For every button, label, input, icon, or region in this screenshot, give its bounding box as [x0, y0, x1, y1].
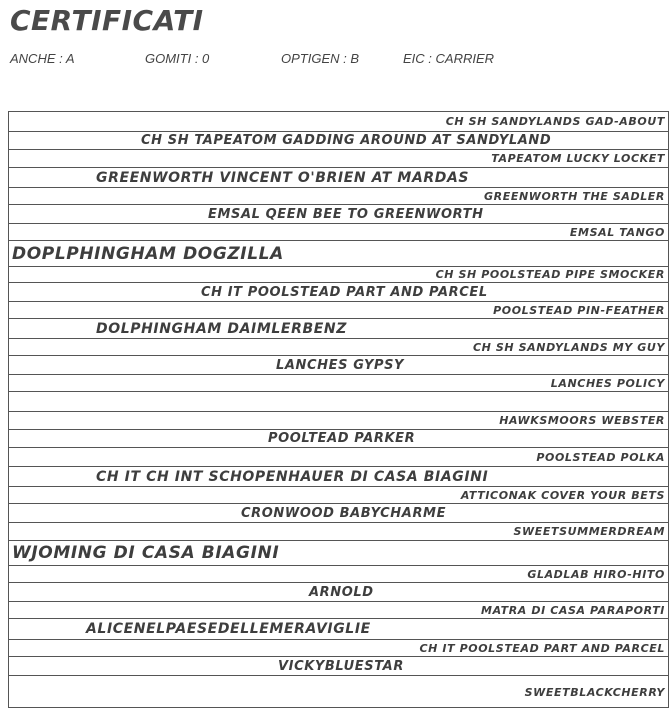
pedigree-row [9, 429, 668, 447]
pedigree-row [9, 411, 668, 429]
pedigree-row [9, 522, 668, 540]
ancestor-name-greenworth-vincent-o-brien-at-mardas: GREENWORTH VINCENT O'BRIEN AT MARDAS [96, 170, 470, 186]
certificate-optigen: OPTIGEN : B [281, 51, 360, 66]
ancestor-name-poolstead-pin-feather: POOLSTEAD PIN-FEATHER [493, 304, 665, 317]
pedigree-row [9, 466, 668, 486]
pedigree-row [9, 266, 668, 282]
ancestor-name-emsal-tango: EMSAL TANGO [569, 226, 665, 239]
pedigree-row [9, 149, 668, 167]
pedigree-row [9, 639, 668, 656]
pedigree-table [8, 111, 669, 708]
ancestor-name-ch-sh-sandylands-my-guy: CH SH SANDYLANDS MY GUY [472, 341, 665, 354]
pedigree-row [9, 338, 668, 355]
ancestor-name-pooltead-parker: POOLTEAD PARKER [268, 431, 416, 446]
pedigree-row [9, 240, 668, 266]
pedigree-row [9, 486, 668, 503]
ancestor-name-poolstead-polka: POOLSTEAD POLKA [536, 451, 665, 464]
ancestor-name-atticonak-cover-your-bets: ATTICONAK COVER YOUR BETS [460, 489, 665, 502]
ancestor-name-gladlab-hiro-hito: GLADLAB HIRO-HITO [527, 568, 665, 581]
pedigree-row [9, 167, 668, 187]
pedigree-row [9, 374, 668, 391]
pedigree-row [9, 391, 668, 411]
pedigree-row [9, 618, 668, 639]
pedigree-row [9, 675, 668, 709]
ancestor-name-matra-di-casa-paraporti: MATRA DI CASA PARAPORTI [481, 604, 665, 617]
certificate-gomiti: GOMITI : 0 [145, 51, 210, 66]
pedigree-row [9, 282, 668, 301]
pedigree-row [9, 204, 668, 223]
certificate-anche: ANCHE : A [10, 51, 75, 66]
ancestor-name-tapeatom-lucky-locket: TAPEATOM LUCKY LOCKET [491, 152, 665, 165]
pedigree-row [9, 447, 668, 466]
ancestor-name-ch-sh-tapeatom-gadding-around-at-sandyland: CH SH TAPEATOM GADDING AROUND AT SANDYLAND [141, 133, 552, 148]
pedigree-row [9, 112, 668, 131]
pedigree-row [9, 503, 668, 522]
pedigree-row [9, 656, 668, 675]
ancestor-name-hawksmoors-webster: HAWKSMOORS WEBSTER [499, 414, 665, 427]
pedigree-row [9, 223, 668, 240]
ancestor-name-ch-it-poolstead-part-and-parcel: CH IT POOLSTEAD PART AND PARCEL [419, 642, 665, 655]
ancestor-name-dolphingham-daimlerbenz: DOLPHINGHAM DAIMLERBENZ [96, 321, 347, 337]
ancestor-name-sweetblackcherry: SWEETBLACKCHERRY [524, 686, 665, 699]
ancestor-name-vickybluestar: VICKYBLUESTAR [278, 659, 404, 674]
ancestor-name-emsal-qeen-bee-to-greenworth: EMSAL QEEN BEE TO GREENWORTH [208, 207, 484, 222]
pedigree-row [9, 318, 668, 338]
certificates-list [10, 51, 530, 69]
ancestor-name-wjoming-di-casa-biagini: WJOMING DI CASA BIAGINI [12, 543, 280, 563]
pedigree-row [9, 540, 668, 565]
ancestor-name-lanches-policy: LANCHES POLICY [550, 377, 665, 390]
ancestor-name-greenworth-the-sadler: GREENWORTH THE SADLER [484, 190, 665, 203]
ancestor-name-ch-sh-poolstead-pipe-smocker: CH SH POOLSTEAD PIPE SMOCKER [435, 268, 665, 281]
ancestor-name-cronwood-babycharme: CRONWOOD BABYCHARME [241, 506, 447, 521]
ancestor-name-lanches-gypsy: LANCHES GYPSY [276, 358, 405, 373]
ancestor-name-alicenelpaesedellemeraviglie: ALICENELPAESEDELLEMERAVIGLIE [86, 621, 371, 637]
pedigree-row [9, 301, 668, 318]
ancestor-name-sweetsummerdream: SWEETSUMMERDREAM [513, 525, 665, 538]
pedigree-row [9, 355, 668, 374]
certificate-eic: EIC : CARRIER [403, 51, 495, 66]
pedigree-row [9, 601, 668, 618]
ancestor-name-ch-it-ch-int-schopenhauer-di-casa-biagini: CH IT CH INT SCHOPENHAUER DI CASA BIAGINI [96, 469, 489, 485]
pedigree-row [9, 582, 668, 601]
ancestor-name-doplphingham-dogzilla: DOPLPHINGHAM DOGZILLA [12, 244, 284, 264]
ancestor-name-ch-sh-sandylands-gad-about: CH SH SANDYLANDS GAD-ABOUT [445, 115, 665, 128]
ancestor-name-ch-it-poolstead-part-and-parcel: CH IT POOLSTEAD PART AND PARCEL [201, 285, 488, 300]
pedigree-row [9, 187, 668, 204]
page-title: CERTIFICATI [10, 4, 204, 37]
pedigree-row [9, 131, 668, 149]
pedigree-row [9, 565, 668, 582]
ancestor-name-arnold: ARNOLD [309, 585, 374, 600]
